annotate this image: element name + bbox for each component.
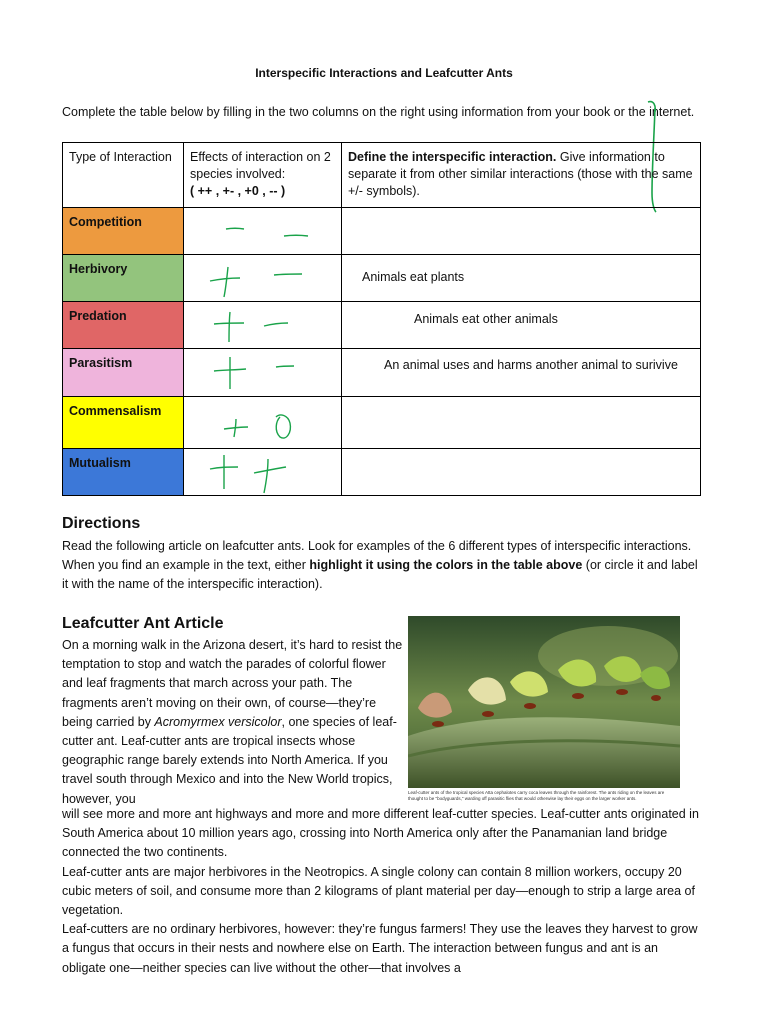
effects-cell-herbivory[interactable] <box>184 255 342 302</box>
header-definition-rest: Give information to separate it from other similar interactions (those with the same +/- symbols). <box>348 150 693 198</box>
article-paragraph-3: Leaf-cutters are no ordinary herbivores, however: they’re fungus farmers! They use the leaves they harvest to grow a fungus that occurs in their nests and nowhere else on Earth. The interaction between fungus and ant is an obligate one—neither species can live without the other—that involves a <box>62 922 698 975</box>
article-p1-part-a: On a morning walk in the Arizona desert, it’s hard to resist the temptation to stop and watch the parades of colorful flower and leaf fragments that march across your path. The fragments aren’t moving on their own, of course—they’re being carried by <box>62 638 403 729</box>
header-type: Type of Interaction <box>63 143 184 208</box>
article-body <box>62 805 702 978</box>
table-row-herbivory <box>63 255 701 302</box>
type-cell-herbivory: Herbivory <box>63 255 184 302</box>
interactions-table <box>62 142 701 496</box>
effects-cell-predation[interactable] <box>184 302 342 349</box>
handwritten-plus-minus <box>184 302 329 349</box>
definition-cell-predation[interactable] <box>342 302 701 349</box>
handwritten-plus-plus <box>184 449 329 496</box>
type-cell-commensalism: Commensalism <box>63 397 184 449</box>
definition-text-herbivory: Animals eat plants <box>362 270 465 284</box>
handwritten-minus-minus <box>184 208 329 255</box>
directions-heading: Directions <box>62 515 141 532</box>
header-definition <box>342 143 701 208</box>
definition-cell-commensalism[interactable] <box>342 397 701 449</box>
directions-text-part2: (or circle it and label it with the name of the interspecific interaction). <box>62 558 698 591</box>
effects-cell-competition[interactable] <box>184 208 342 255</box>
effects-cell-mutualism[interactable] <box>184 449 342 496</box>
directions-text-bold: highlight it using the colors in the table above <box>309 558 583 572</box>
article-paragraph-2: Leaf-cutter ants are major herbivores in the Neotropics. A single colony can contain 8 million workers, occupy 20 cubic meters of soil, and consume more than 2 kilograms of plant material per day—enough to strip a large area of vegetation. <box>62 864 695 918</box>
type-cell-competition: Competition <box>63 208 184 255</box>
definition-text-predation: Animals eat other animals <box>414 312 558 326</box>
table-header-row <box>63 143 701 208</box>
definition-cell-competition[interactable] <box>342 208 701 255</box>
photo-caption: Leaf-cutter ants of the tropical species Atta cephalotes carry coca leaves through the rainforest. The ants riding on the leaves are thought to be "bodyguards," warding off parasitic flies that would otherwise lay their eggs on the larger worker ants. <box>408 790 665 801</box>
article-heading: Leafcutter Ant Article <box>62 615 224 632</box>
header-effects-text: Effects of interaction on 2 species involved: <box>190 150 331 181</box>
article-paragraph-1-top <box>62 636 404 809</box>
header-effects <box>184 143 342 208</box>
definition-cell-parasitism[interactable] <box>342 349 701 397</box>
type-cell-predation: Predation <box>63 302 184 349</box>
effects-cell-parasitism[interactable] <box>184 349 342 397</box>
intro-text: Complete the table below by filling in the two columns on the right using information from your book or the internet. <box>62 105 695 119</box>
handwritten-plus-zero <box>184 397 329 449</box>
directions-text <box>62 537 702 594</box>
table-row-parasitism <box>63 349 701 397</box>
table-row-commensalism <box>63 397 701 449</box>
table-row-mutualism <box>63 449 701 496</box>
handwritten-plus-minus <box>184 349 329 397</box>
handwritten-plus-minus <box>184 255 329 302</box>
type-cell-parasitism: Parasitism <box>63 349 184 397</box>
header-definition-bold: Define the interspecific interaction. <box>348 150 557 164</box>
article-p1-species-name: Acromyrmex versicolor <box>154 714 282 729</box>
table-row-predation <box>63 302 701 349</box>
definition-text-parasitism: An animal uses and harms another animal to surivive <box>384 358 678 372</box>
definition-cell-mutualism[interactable] <box>342 449 701 496</box>
page-title: Interspecific Interactions and Leafcutter Ants <box>255 66 513 80</box>
table-row-competition <box>63 208 701 255</box>
leafcutter-ants-photo <box>408 616 680 788</box>
directions-text-part1: Read the following article on leafcutter ants. Look for examples of the 6 different types of interspecific interactions. When you find an example in the text, either <box>62 539 692 572</box>
effects-cell-commensalism[interactable] <box>184 397 342 449</box>
type-cell-mutualism: Mutualism <box>63 449 184 496</box>
article-p1-continued: will see more and more ant highways and more and more different leaf-cutter species. Leaf-cutter ants originated in South America about 10 million years ago, crossing into North America only after the Panamanian land bridge connected the two continents. <box>62 807 699 860</box>
header-effects-symbols: ( ++ , +- , +0 , -- ) <box>190 184 286 198</box>
definition-cell-herbivory[interactable] <box>342 255 701 302</box>
article-p1-part-b: , one species of leaf-cutter ant. Leaf-cutter ants are tropical insects whose geographic range barely extends into North America. If you travel south through Mexico and into the New World tropics, however, you <box>62 714 397 806</box>
